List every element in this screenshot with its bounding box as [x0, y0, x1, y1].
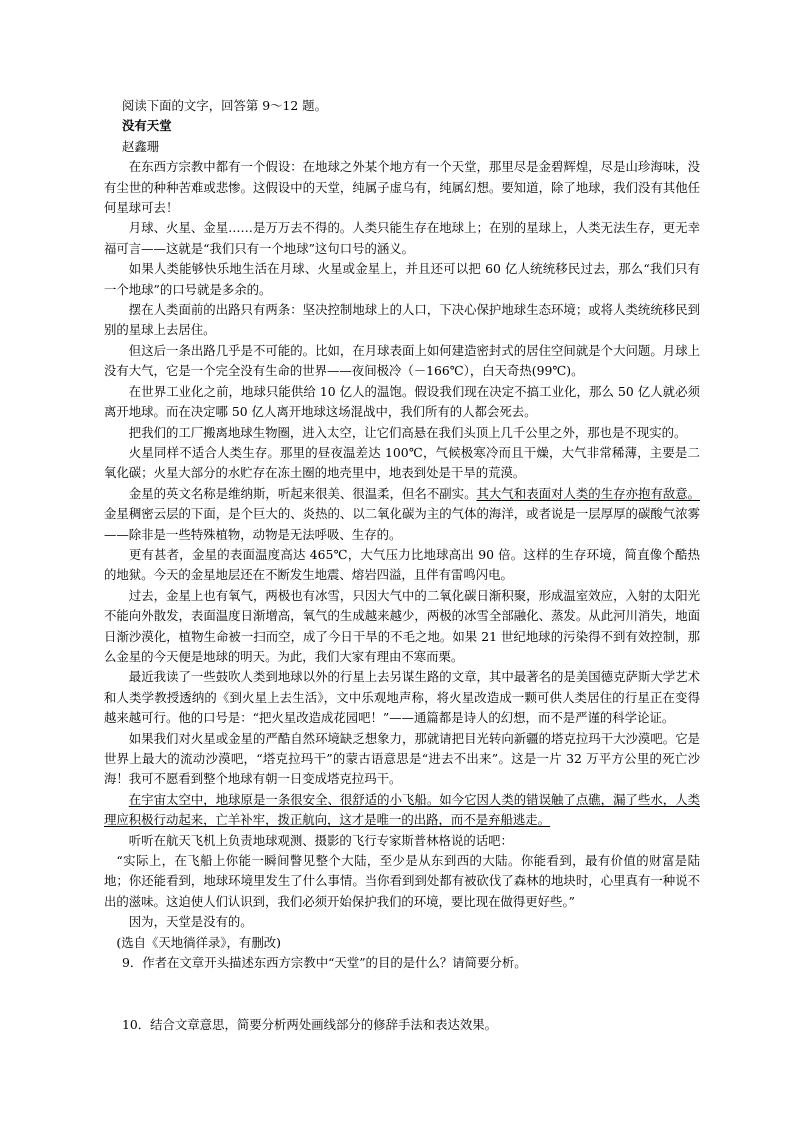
paragraph-6: 在世界工业化之前，地球只能供给 10 亿人的温饱。假设我们现在决定不搞工业化，那么 50 亿人就必须离开地球。而在决定哪 50 亿人离开地球这场混战中，我们所有的人都会死去。 — [104, 383, 700, 420]
paragraph-1: 在东西方宗教中都有一个假设：在地球之外某个地方有一个天堂，那里尽是金碧辉煌，尽是山珍海味，没有尘世的种种苦难或悲惨。这假设中的天堂，纯属子虚乌有，纯属幻想。要知道，除了地球，我们没有其他任何星球可去！ — [104, 159, 700, 216]
underlined-sentence-1: 其大气和表面对人类的生存亦抱有敌意。 — [476, 485, 701, 501]
paragraph-3: 如果人类能够快乐地生活在月球、火星或金星上，并且还可以把 60 亿人统统移民过去，那么“我们只有一个地球”的口号就是多余的。 — [104, 261, 700, 297]
paragraph-2: 月球、火星、金星……是万万去不得的。人类只能生存在地球上；在别的星球上，人类无法生存，更无幸福可言——这就是“我们只有一个地球”这句口号的涵义。 — [104, 220, 700, 256]
paragraph-12: 最近我读了一些鼓吹人类到地球以外的行星上去另谋生路的文章，其中最著名的是美国德克萨斯大学艺术和人类学教授透纳的《到火星上去生活》，文中乐观地声称，将火星改造成一颗可供人类居住的行星正在变得越来越可行。他的口号是：“把火星改造成花园吧！”——通篇都是诗人的幻想，而不是严谨的科学论证。 — [104, 669, 700, 726]
venus-text-before: 金星的英文名称是维纳斯，听起来很美、很温柔，但名不副实。 — [128, 485, 477, 501]
source-note: (选自《天地徜徉录》，有删改) — [116, 934, 281, 950]
paragraph-13: 如果我们对火星或金星的严酷自然环境缺乏想象力，那就请把目光转向新疆的塔克拉玛干大沙漠吧。它是世界上最大的流动沙漠吧，“塔克拉玛干”的蒙古语意思是“进去不出来”。这是一片 32 万平方公里的死亡沙海！我可不愿看到整个地球有朝一日变成塔克拉玛干。 — [104, 730, 700, 787]
paragraph-7: 把我们的工厂搬离地球生物圈，进入太空，让它们高悬在我们头顶上几千公里之外，那也是不现实的。 — [128, 424, 687, 440]
quote-paragraph: “实际上，在飞船上你能一瞬间瞥见整个大陆，至少是从东到西的大陆。你能看到，最有价值的财富是陆地；你还能看到，地球环境里发生了什么事情。当你看到到处都有被砍伐了森林的地块时，心里真有一种说不出的滋味。这迫使人们认识到，我们必须开始保护我们的环境，要比现在做得更好些。” — [104, 853, 700, 909]
paragraph-venus — [104, 484, 700, 545]
venus-text-after: 金星稠密云层的下面，是个巨大的、炎热的、以二氧化碳为主的气体的海洋，或者说是一层厚厚的碳酸气浓雾——除非是一些特殊植物，动物是无法呼吸、生存的。 — [104, 506, 700, 542]
paragraph-10: 更有甚者，金星的表面温度高达 465℃，大气压力比地球高出 90 倍。这样的生存环境，简直像个酷热的地狱。今天的金星地层还在不断发生地震、熔岩四溢，且伴有雷鸣闪电。 — [104, 546, 700, 583]
paragraph-15: 听听在航天飞机上负责地球观测、摄影的飞行专家斯普林格说的话吧： — [128, 832, 513, 848]
article-title: 没有天堂 — [121, 118, 172, 134]
answer-space — [104, 973, 700, 1015]
article-author: 赵鑫珊 — [121, 138, 160, 154]
paragraph-4: 摆在人类面前的出路只有两条：坚决控制地球上的人口，下决心保护地球生态环境；或将人类统统移民到别的星球上去居住。 — [104, 302, 700, 338]
reading-instruction: 阅读下面的文字，回答第 9～12 题。 — [121, 98, 327, 113]
paragraph-8: 火星同样不适合人类生存。那里的昼夜温差达 100℃，气候极寒冷而且干燥，大气非常稀薄，主要是二氧化碳；火星大部分的水贮存在冻土圈的地壳里中，地表到处是干旱的荒漠。 — [104, 444, 700, 481]
document-page — [104, 96, 700, 1036]
underlined-sentence-2: 在宇宙太空中，地球原是一条很安全、很舒适的小飞船。如今它因人类的错误触了点礁，漏了些水，人类理应积极行动起来，亡羊补牢，拨正航向，这才是唯一的出路，而不是弃船逃走。 — [104, 791, 700, 828]
paragraph-spaceship — [104, 790, 700, 831]
paragraph-5: 但这后一条出路几乎是不可能的。比如，在月球表面上如何建造密封式的居住空间就是个大问题。月球上没有大气，它是一个完全没有生命的世界——夜间极冷（－166℃），白天奇热(99℃)。 — [104, 342, 700, 379]
question-10: 10．结合文章意思，简要分析两处画线部分的修辞手法和表达效果。 — [121, 1017, 498, 1033]
closing-line: 因为，天堂是没有的。 — [128, 914, 253, 930]
question-9: 9．作者在文章开头描述东西方宗教中“天堂”的目的是什么？请简要分析。 — [121, 955, 527, 971]
paragraph-11: 过去，金星上也有氧气，两极也有冰雪，只因大气中的二氧化碳日渐积聚，形成温室效应，入射的太阳光不能向外散发，表面温度日渐增高，氧气的生成越来越少，两极的冰雪全部融化、蒸发。从此河川消失，地面日渐沙漠化，植物生命被一扫而空，成了今日干旱的不毛之地。如果 21 世纪地球的污染得不到有效控制，那么金星的今天便是地球的明天。为此，我们大家有理由不寒而栗。 — [104, 587, 700, 664]
